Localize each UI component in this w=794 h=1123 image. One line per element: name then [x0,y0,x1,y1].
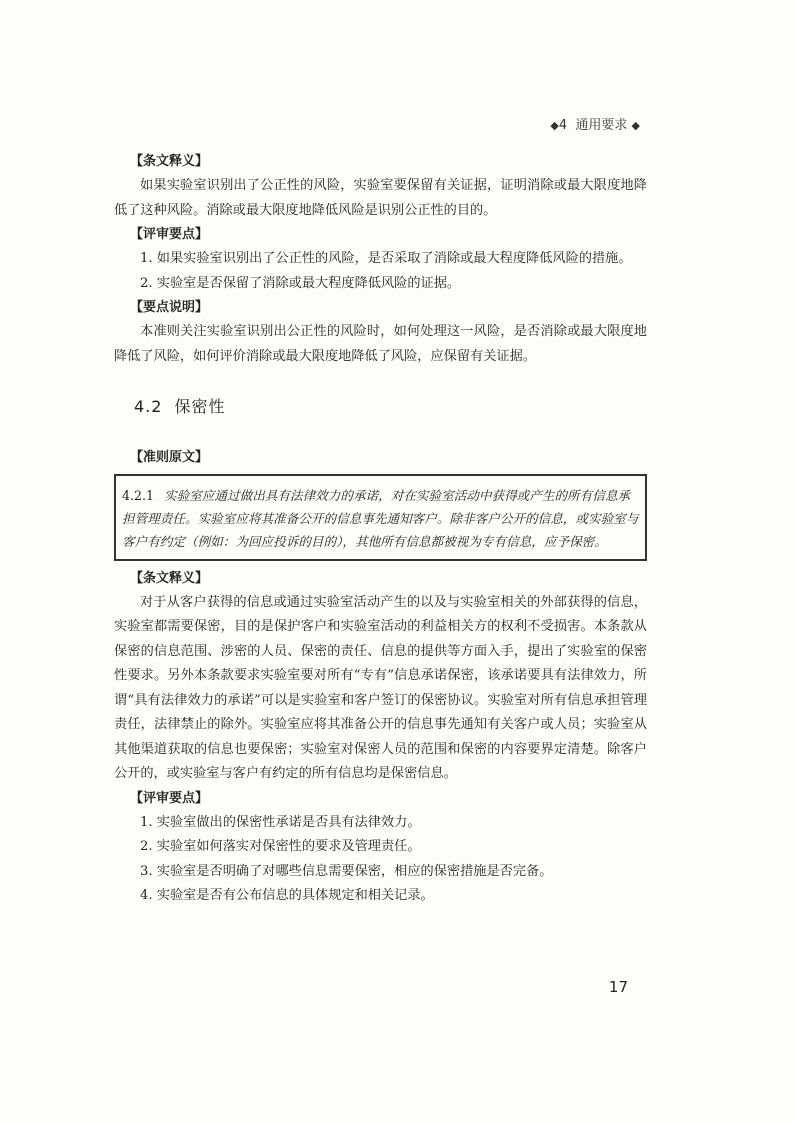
standard-text-box [114,474,647,561]
list-item: 4. 实验室是否有公布信息的具体规定和相关记录。 [140,888,434,903]
block-tag: 【条文释义】 [130,570,209,586]
block-tag: 【条文释义】 [130,154,209,169]
list-item: 2. 实验室如何落实对保密性的要求及管理责任。 [140,839,421,854]
page-content [114,150,647,909]
paragraph: 对于从客户获得的信息或通过实验室活动产生的以及与实验室相关的外部获得的信息，实验室都需要保密，目的是保护客户和实验室活动的利益相关方的权利不受损害。本条款从保密的信息范围、涉密的人员、保密的责任、信息的提供等方面入手，提出了实验室的保密性要求。另外本条款要求实验室要对所有“专有”信息承诺保密，该承诺要具有法律效力，所谓“具有法律效力的承诺”可以是实验室和客户签订的保密协议。实验室对所有信息承担管理责任，法律禁止的除外。实验室应将其准备公开的信息事先通知有关客户或人员；实验室从其他渠道获取的信息也要保密；实验室对保密人员的范围和保密的内容要界定清楚。除客户公开的，或实验室与客户有约定的所有信息均是保密信息。 [114,594,647,781]
block-tag: 【评审要点】 [130,790,209,806]
list-item: 3. 实验室是否明确了对哪些信息需要保密，相应的保密措施是否完备。 [140,863,553,879]
diamond-icon: ◆ [550,119,559,132]
clause-text: 实验室应通过做出具有法律效力的承诺，对在实验室活动中获得或产生的所有信息承担管理责任。实验室应将其准备公开的信息事先通知客户。除非客户公开的信息，或实验室与客户有约定（例如：为回应投诉的目的），其他所有信息都被视为专有信息，应予保密。 [122,487,639,549]
list-item: 1. 如果实验室识别出了公正性的风险，是否采取了消除或最大程度降低风险的措施。 [140,251,632,266]
header-section-number: 4 [558,118,568,133]
block-tag: 【要点说明】 [130,300,209,315]
paragraph: 本准则关注实验室识别出公正性的风险时，如何处理这一风险，是否消除或最大限度地降低了风险，如何评价消除或最大限度地降低了风险，应保留有关证据。 [114,324,647,364]
list-item: 1. 实验室做出的保密性承诺是否具有法律效力。 [140,814,421,830]
section-number: 4.2 [134,397,163,416]
clause-number: 4.2.1 [122,487,155,503]
page-number: 17 [608,978,628,996]
list-item: 2. 实验室是否保留了消除或最大程度降低风险的证据。 [140,275,461,291]
section-title: 保密性 [174,397,226,416]
section-heading [134,395,647,420]
block-tag: 【评审要点】 [130,227,209,242]
header-title: 通用要求 [575,118,628,133]
running-header [550,114,640,133]
diamond-icon: ◆ [631,119,640,132]
block-tag: 【准则原文】 [130,449,209,465]
paragraph: 如果实验室识别出了公正性的风险，实验室要保留有关证据，证明消除或最大限度地降低了这种风险。消除或最大限度地降低风险是识别公正性的目的。 [114,178,647,218]
